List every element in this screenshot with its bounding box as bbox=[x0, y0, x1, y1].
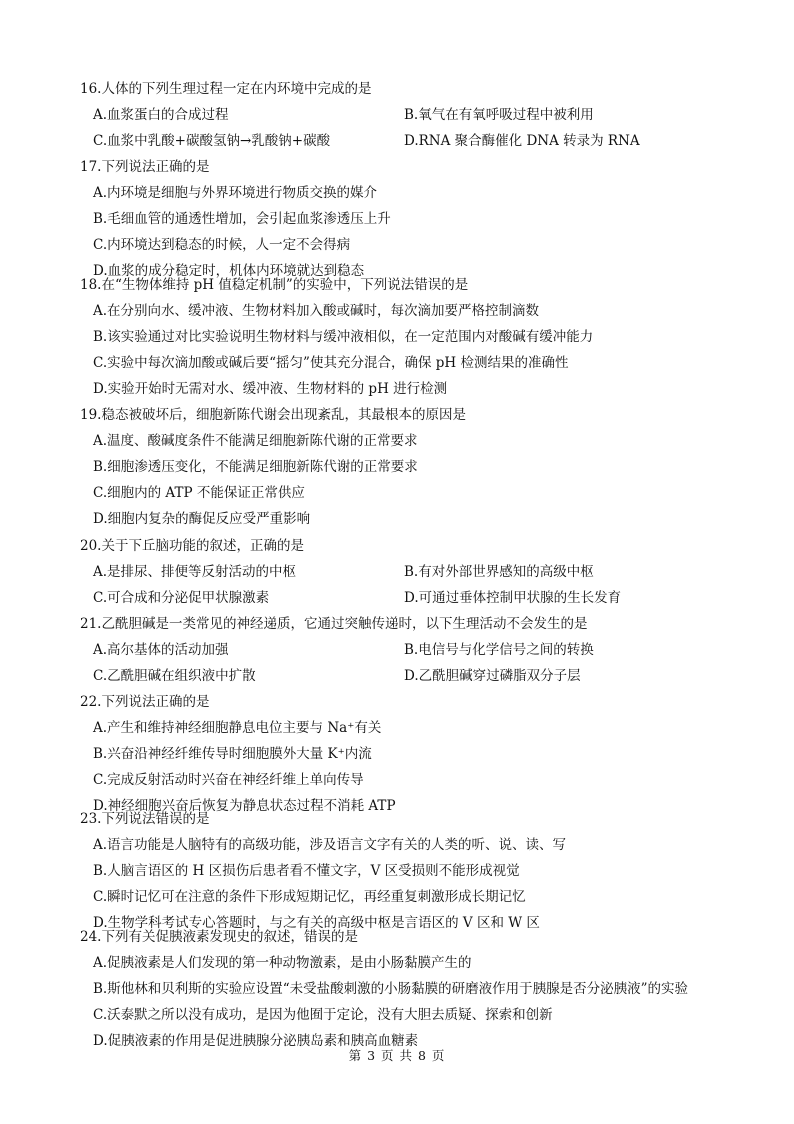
question-20 bbox=[80, 533, 730, 611]
question-stem: 20.关于下丘脑功能的叙述，正确的是 bbox=[80, 538, 304, 554]
option-d: D.RNA 聚合酶催化 DNA 转录为 RNA bbox=[404, 133, 640, 149]
option-a: A.促胰液素是人们发现的第一种动物激素，是由小肠黏膜产生的 bbox=[93, 955, 472, 971]
option-d: D.神经细胞兴奋后恢复为静息状态过程不消耗 ATP bbox=[93, 798, 396, 814]
question-stem: 22.下列说法正确的是 bbox=[80, 694, 210, 710]
question-stem: 17.下列说法正确的是 bbox=[80, 159, 210, 175]
option-c: C.内环境达到稳态的时候，人一定不会得病 bbox=[93, 237, 351, 253]
question-18 bbox=[80, 272, 730, 402]
question-16 bbox=[80, 76, 730, 154]
option-b: B.氧气在有氧呼吸过程中被利用 bbox=[404, 107, 594, 123]
question-22 bbox=[80, 689, 730, 819]
option-c: C.血浆中乳酸+碳酸氢钠→乳酸钠+碳酸 bbox=[93, 133, 331, 149]
option-c: C.细胞内的 ATP 不能保证正常供应 bbox=[93, 485, 305, 501]
option-a: A.高尔基体的活动加强 bbox=[93, 642, 229, 658]
option-d: D.血浆的成分稳定时，机体内环境就达到稳态 bbox=[93, 263, 365, 279]
question-21 bbox=[80, 611, 730, 689]
option-c: C.可合成和分泌促甲状腺激素 bbox=[93, 590, 270, 606]
question-stem: 16.人体的下列生理过程一定在内环境中完成的是 bbox=[80, 81, 372, 97]
option-a: A.内环境是细胞与外界环境进行物质交换的媒介 bbox=[93, 185, 378, 201]
option-d: D.细胞内复杂的酶促反应受严重影响 bbox=[93, 511, 311, 527]
option-a: A.语言功能是人脑特有的高级功能，涉及语言文字有关的人类的听、说、读、写 bbox=[93, 837, 567, 853]
question-stem: 21.乙酰胆碱是一类常见的神经递质，它通过突触传递时，以下生理活动不会发生的是 bbox=[80, 616, 588, 632]
option-row bbox=[80, 559, 730, 585]
option-d: D.生物学科考试专心答题时，与之有关的高级中枢是言语区的 V 区和 W 区 bbox=[93, 915, 540, 931]
option-a: A.是排尿、排便等反射活动的中枢 bbox=[93, 564, 297, 580]
option-row bbox=[80, 128, 730, 154]
option-a: A.温度、酸碱度条件不能满足细胞新陈代谢的正常要求 bbox=[93, 433, 418, 449]
option-b: B.细胞渗透压变化，不能满足细胞新陈代谢的正常要求 bbox=[93, 459, 418, 475]
option-d: D.可通过垂体控制甲状腺的生长发育 bbox=[404, 590, 622, 606]
question-stem: 24.下列有关促胰液素发现史的叙述，错误的是 bbox=[80, 929, 358, 945]
option-row bbox=[80, 663, 730, 689]
option-b: B.有对外部世界感知的高级中枢 bbox=[404, 564, 594, 580]
question-24 bbox=[80, 924, 730, 1054]
option-c: C.乙酰胆碱在组织液中扩散 bbox=[93, 668, 256, 684]
option-row bbox=[80, 585, 730, 611]
option-a: A.血浆蛋白的合成过程 bbox=[93, 107, 229, 123]
question-stem: 19.稳态被破坏后，细胞新陈代谢会出现紊乱，其最根本的原因是 bbox=[80, 407, 466, 423]
option-row bbox=[80, 637, 730, 663]
question-23 bbox=[80, 806, 730, 936]
option-a: A.在分别向水、缓冲液、生物材料加入酸或碱时，每次滴加要严格控制滴数 bbox=[93, 303, 540, 319]
option-row bbox=[80, 102, 730, 128]
option-c: C.实验中每次滴加酸或碱后要“摇匀”使其充分混合，确保 pH 检测结果的准确性 bbox=[93, 355, 569, 371]
question-stem: 18.在“生物体维持 pH 值稳定机制”的实验中，下列说法错误的是 bbox=[80, 277, 469, 293]
option-b: B.该实验通过对比实验说明生物材料与缓冲液相似，在一定范围内对酸碱有缓冲能力 bbox=[93, 329, 594, 345]
question-17 bbox=[80, 154, 730, 284]
option-b: B.斯他林和贝利斯的实验应设置“未受盐酸刺激的小肠黏膜的研磨液作用于胰腺是否分泌胰液”的实验 bbox=[93, 981, 689, 997]
option-b: B.毛细血管的通透性增加，会引起血浆渗透压上升 bbox=[93, 211, 391, 227]
option-d: D.实验开始时无需对水、缓冲液、生物材料的 pH 进行检测 bbox=[93, 381, 448, 397]
page-number-footer: 第 3 页 共 8 页 bbox=[348, 1048, 446, 1063]
option-d: D.促胰液素的作用是促进胰腺分泌胰岛素和胰高血糖素 bbox=[93, 1033, 419, 1049]
question-19 bbox=[80, 402, 730, 532]
option-d: D.乙酰胆碱穿过磷脂双分子层 bbox=[404, 668, 581, 684]
option-b: B.电信号与化学信号之间的转换 bbox=[404, 642, 594, 658]
option-b: B.兴奋沿神经纤维传导时细胞膜外大量 K⁺内流 bbox=[93, 746, 372, 762]
option-c: C.瞬时记忆可在注意的条件下形成短期记忆，再经重复刺激形成长期记忆 bbox=[93, 889, 526, 905]
option-c: C.沃泰默之所以没有成功，是因为他囿于定论，没有大胆去质疑、探索和创新 bbox=[93, 1007, 553, 1023]
question-stem: 23.下列说法错误的是 bbox=[80, 811, 210, 827]
option-a: A.产生和维持神经细胞静息电位主要与 Na⁺有关 bbox=[93, 720, 382, 736]
option-c: C.完成反射活动时兴奋在神经纤维上单向传导 bbox=[93, 772, 364, 788]
option-b: B.人脑言语区的 H 区损伤后患者看不懂文字，V 区受损则不能形成视觉 bbox=[93, 863, 520, 879]
